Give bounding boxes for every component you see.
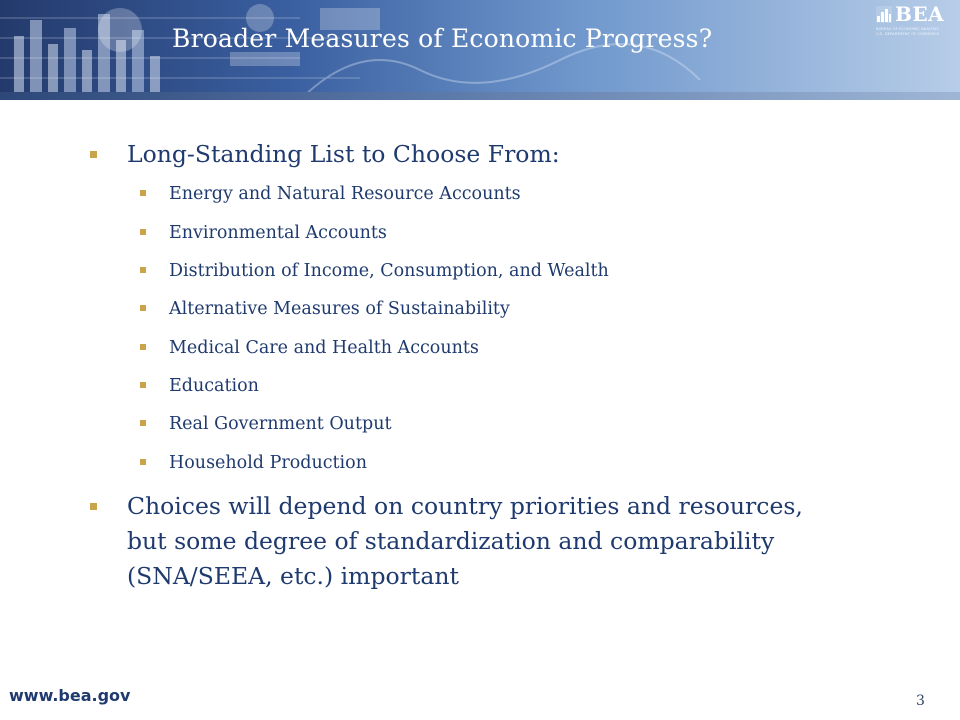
sub-bullet-item: [140, 297, 840, 321]
sub-bullet-item: [140, 259, 840, 283]
logo-subtitle-department: U.S. DEPARTMENT OF COMMERCE: [876, 32, 940, 36]
bullet-square-icon: [90, 151, 97, 158]
bea-logo: [876, 4, 956, 36]
bullet-item: [90, 489, 850, 594]
sub-bullet-item: [140, 221, 840, 245]
sub-bullet-item: [140, 336, 840, 360]
bea-logo-mark-icon: [876, 6, 892, 23]
sub-bullet-text: Alternative Measures of Sustainability: [169, 299, 510, 319]
bullet-item: [90, 137, 850, 172]
sub-bullet-square-icon: [140, 229, 146, 235]
sub-bullet-square-icon: [140, 190, 146, 196]
slide-header: [0, 0, 960, 100]
slide-title: Broader Measures of Economic Progress?: [172, 24, 713, 53]
sub-bullet-text: Distribution of Income, Consumption, and Wealth: [169, 261, 609, 281]
sub-bullet-text: Real Government Output: [169, 414, 392, 434]
logo-text: BEA: [895, 2, 945, 26]
sub-bullet-text: Environmental Accounts: [169, 223, 387, 243]
sub-bullet-text: Education: [169, 376, 259, 396]
bullet-text: Long-Standing List to Choose From:: [127, 140, 560, 168]
logo-subtitle-agency: BUREAU OF ECONOMIC ANALYSIS: [876, 27, 939, 31]
sub-bullet-item: [140, 412, 840, 436]
header-rule: [0, 92, 960, 100]
bullet-square-icon: [90, 503, 97, 510]
sub-bullet-square-icon: [140, 344, 146, 350]
sub-bullet-square-icon: [140, 420, 146, 426]
sub-bullet-square-icon: [140, 267, 146, 273]
sub-bullet-text: Energy and Natural Resource Accounts: [169, 184, 521, 204]
page-number: 3: [916, 693, 925, 709]
bullet-text: Choices will depend on country priorities and resources, but some degree of standardization and comparability (SNA/SEEA, etc.) important: [127, 492, 803, 590]
footer-url-link[interactable]: www.bea.gov: [9, 686, 131, 705]
sub-bullet-square-icon: [140, 305, 146, 311]
sub-bullet-square-icon: [140, 459, 146, 465]
sub-bullet-item: [140, 451, 840, 475]
sub-bullet-text: Household Production: [169, 453, 367, 473]
sub-bullet-square-icon: [140, 382, 146, 388]
sub-bullet-item: [140, 374, 840, 398]
sub-bullet-item: [140, 182, 840, 206]
sub-bullet-text: Medical Care and Health Accounts: [169, 338, 479, 358]
